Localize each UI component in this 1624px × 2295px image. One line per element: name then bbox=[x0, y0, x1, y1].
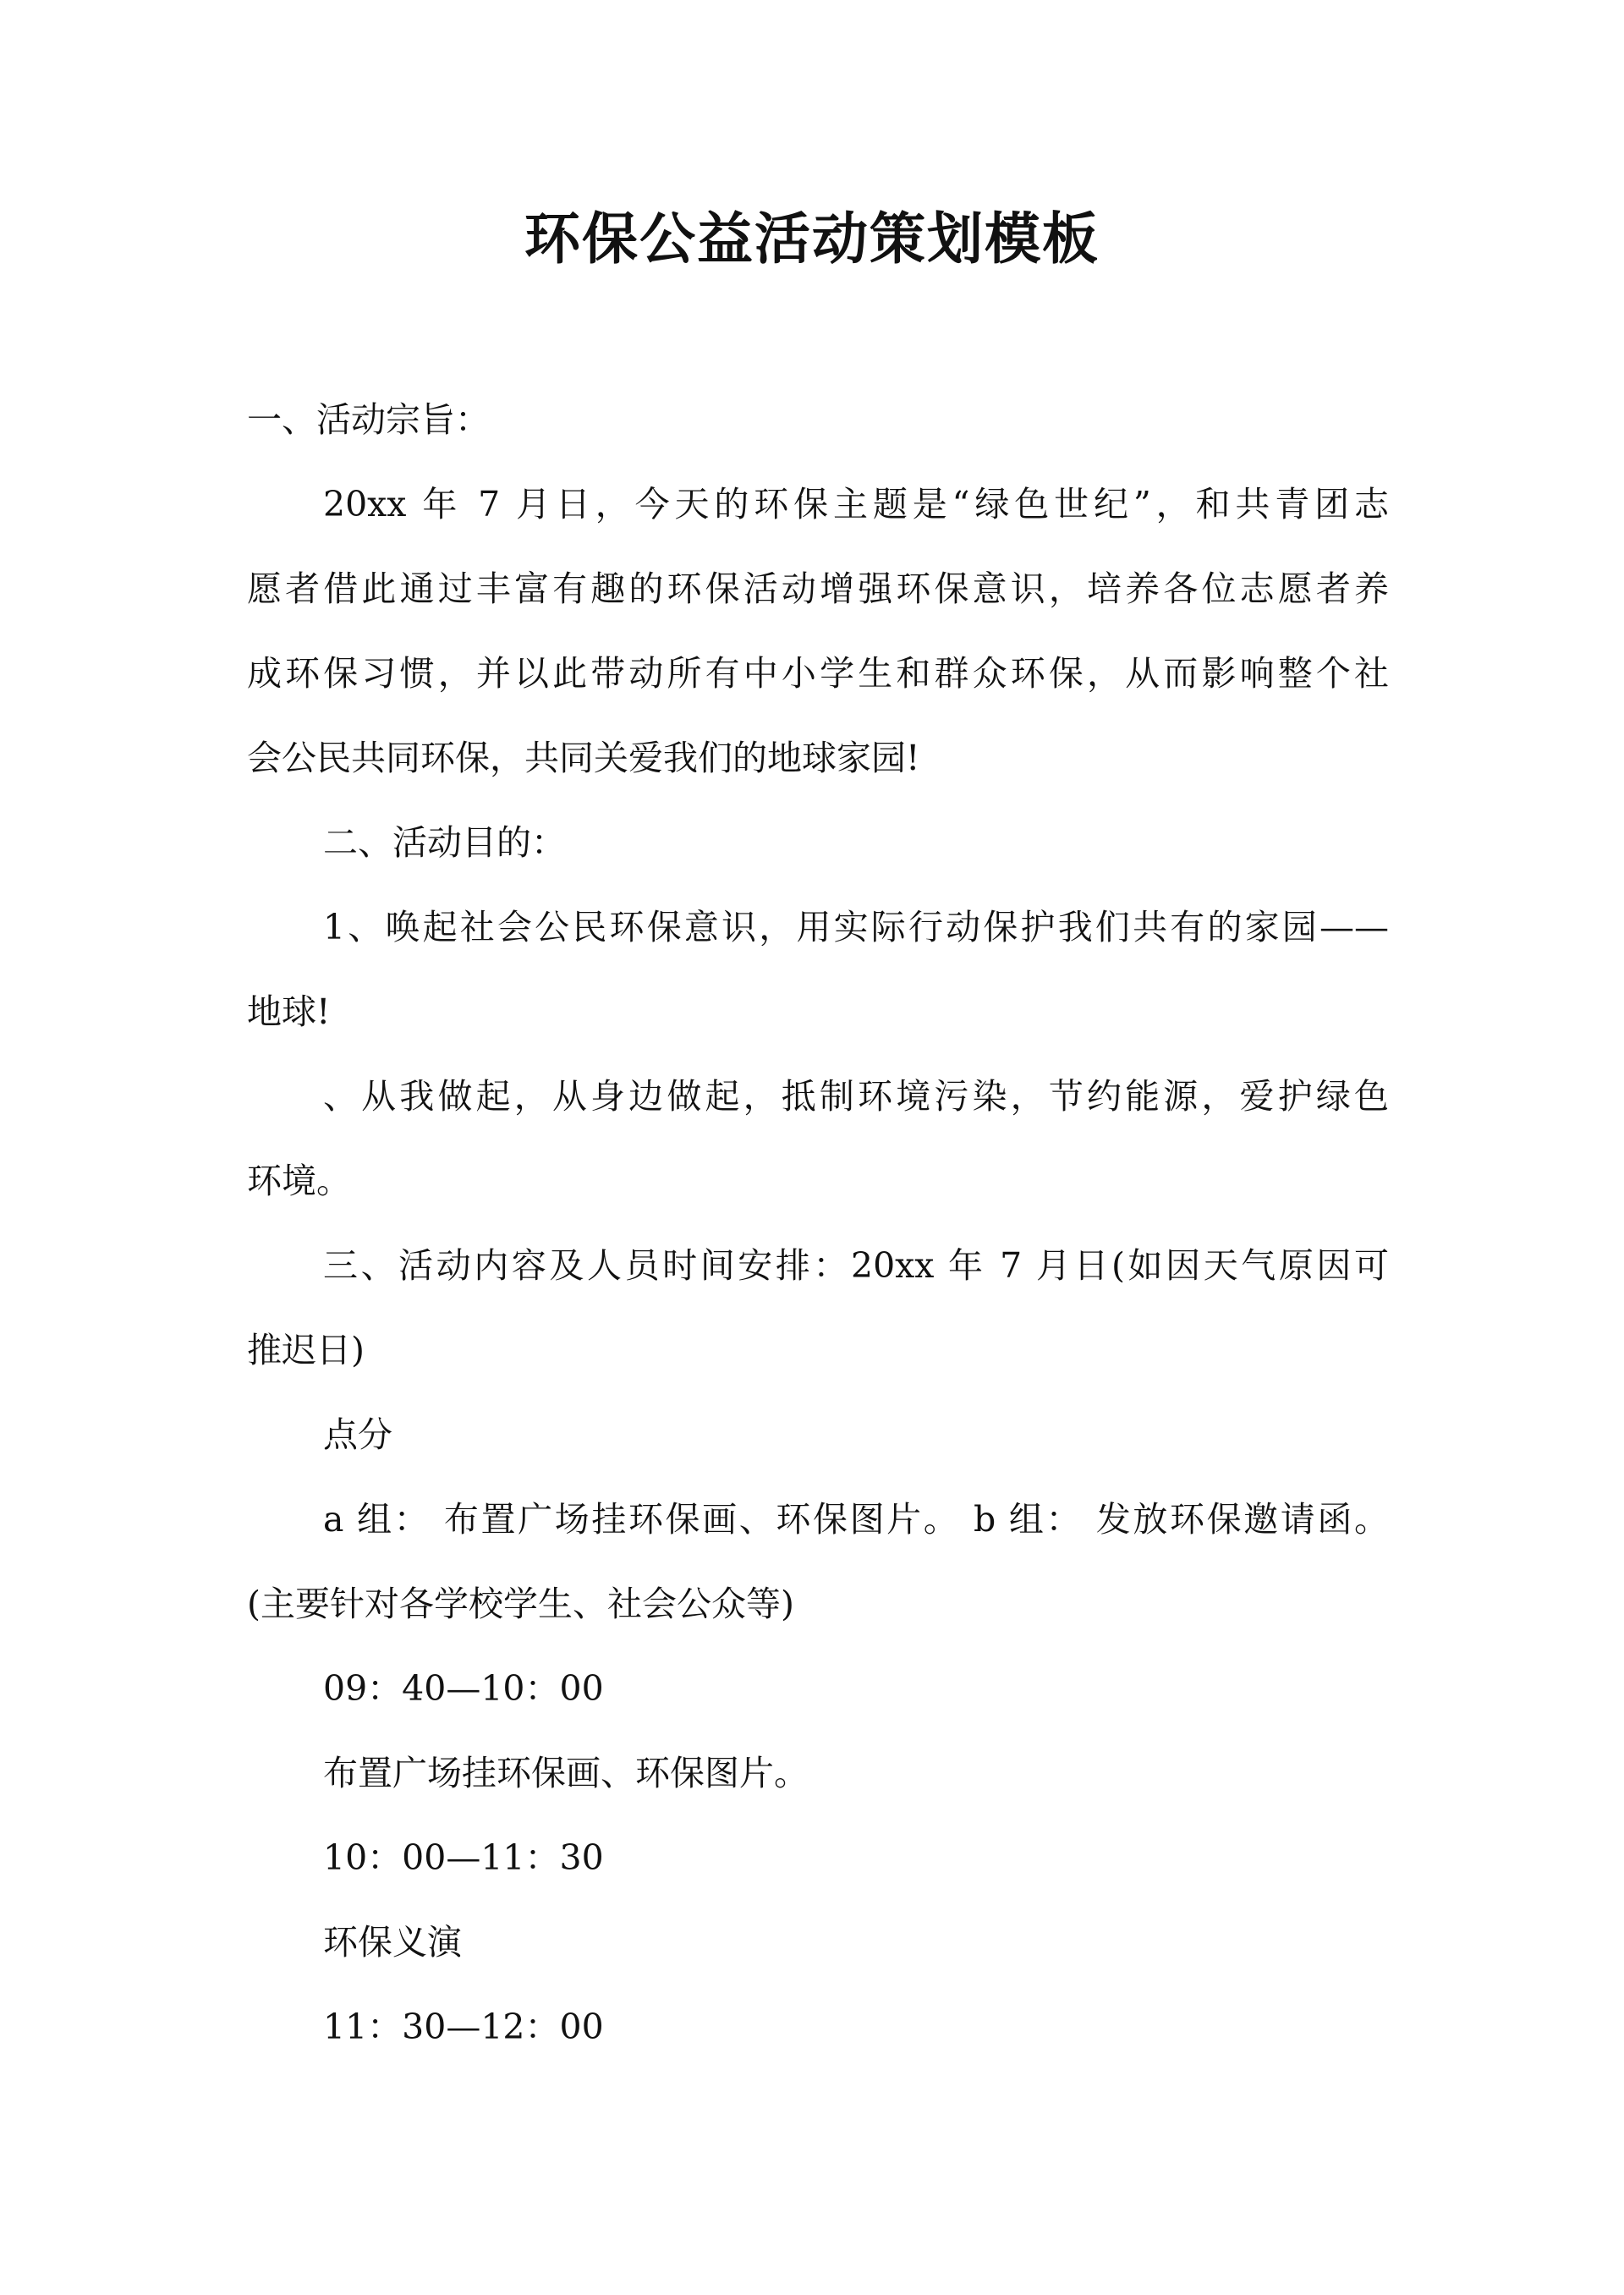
paragraph-line: 20xx 年 7 月日，今天的环保主题是“绿色世纪”，和共青团志 bbox=[323, 484, 1389, 524]
paragraph-line: 、从我做起，从身边做起，抵制环境污染，节约能源，爱护绿色 bbox=[323, 1076, 1389, 1117]
paragraph-line: 成环保习惯，并以此带动所有中小学生和群众环保，从而影响整个社 bbox=[247, 653, 1389, 694]
document-title: 环保公益活动策划模板 bbox=[524, 206, 1100, 272]
paragraph-line: 推迟日) bbox=[247, 1330, 365, 1370]
paragraph-line: a 组： 布置广场挂环保画、环保图片。 b 组： 发放环保邀请函。 bbox=[323, 1499, 1389, 1540]
paragraph-line: 会公民共同环保，共同关爱我们的地球家园! bbox=[247, 738, 920, 778]
section-heading-schedule: 三、活动内容及人员时间安排：20xx 年 7 月日(如因天气原因可 bbox=[323, 1245, 1389, 1286]
paragraph-line: 地球! bbox=[247, 991, 331, 1032]
schedule-item: 布置广场挂环保画、环保图片。 bbox=[323, 1753, 809, 1793]
paragraph-line: 环境。 bbox=[247, 1161, 351, 1201]
paragraph-line: 愿者借此通过丰富有趣的环保活动增强环保意识，培养各位志愿者养 bbox=[247, 568, 1389, 609]
schedule-item: 环保义演 bbox=[323, 1922, 462, 1963]
paragraph-line: 点分 bbox=[323, 1414, 392, 1455]
section-heading-purpose: 一、活动宗旨： bbox=[247, 399, 490, 440]
paragraph-line: (主要针对各学校学生、社会公众等) bbox=[247, 1584, 794, 1624]
section-heading-goals: 二、活动目的： bbox=[323, 822, 566, 863]
document-body bbox=[247, 377, 1389, 2069]
paragraph-line: 1、唤起社会公民环保意识，用实际行动保护我们共有的家园—— bbox=[323, 907, 1389, 947]
schedule-time: 09：40—10：00 bbox=[323, 1668, 604, 1709]
schedule-time: 10：00—11：30 bbox=[323, 1837, 604, 1878]
schedule-time: 11：30—12：00 bbox=[323, 2007, 604, 2047]
